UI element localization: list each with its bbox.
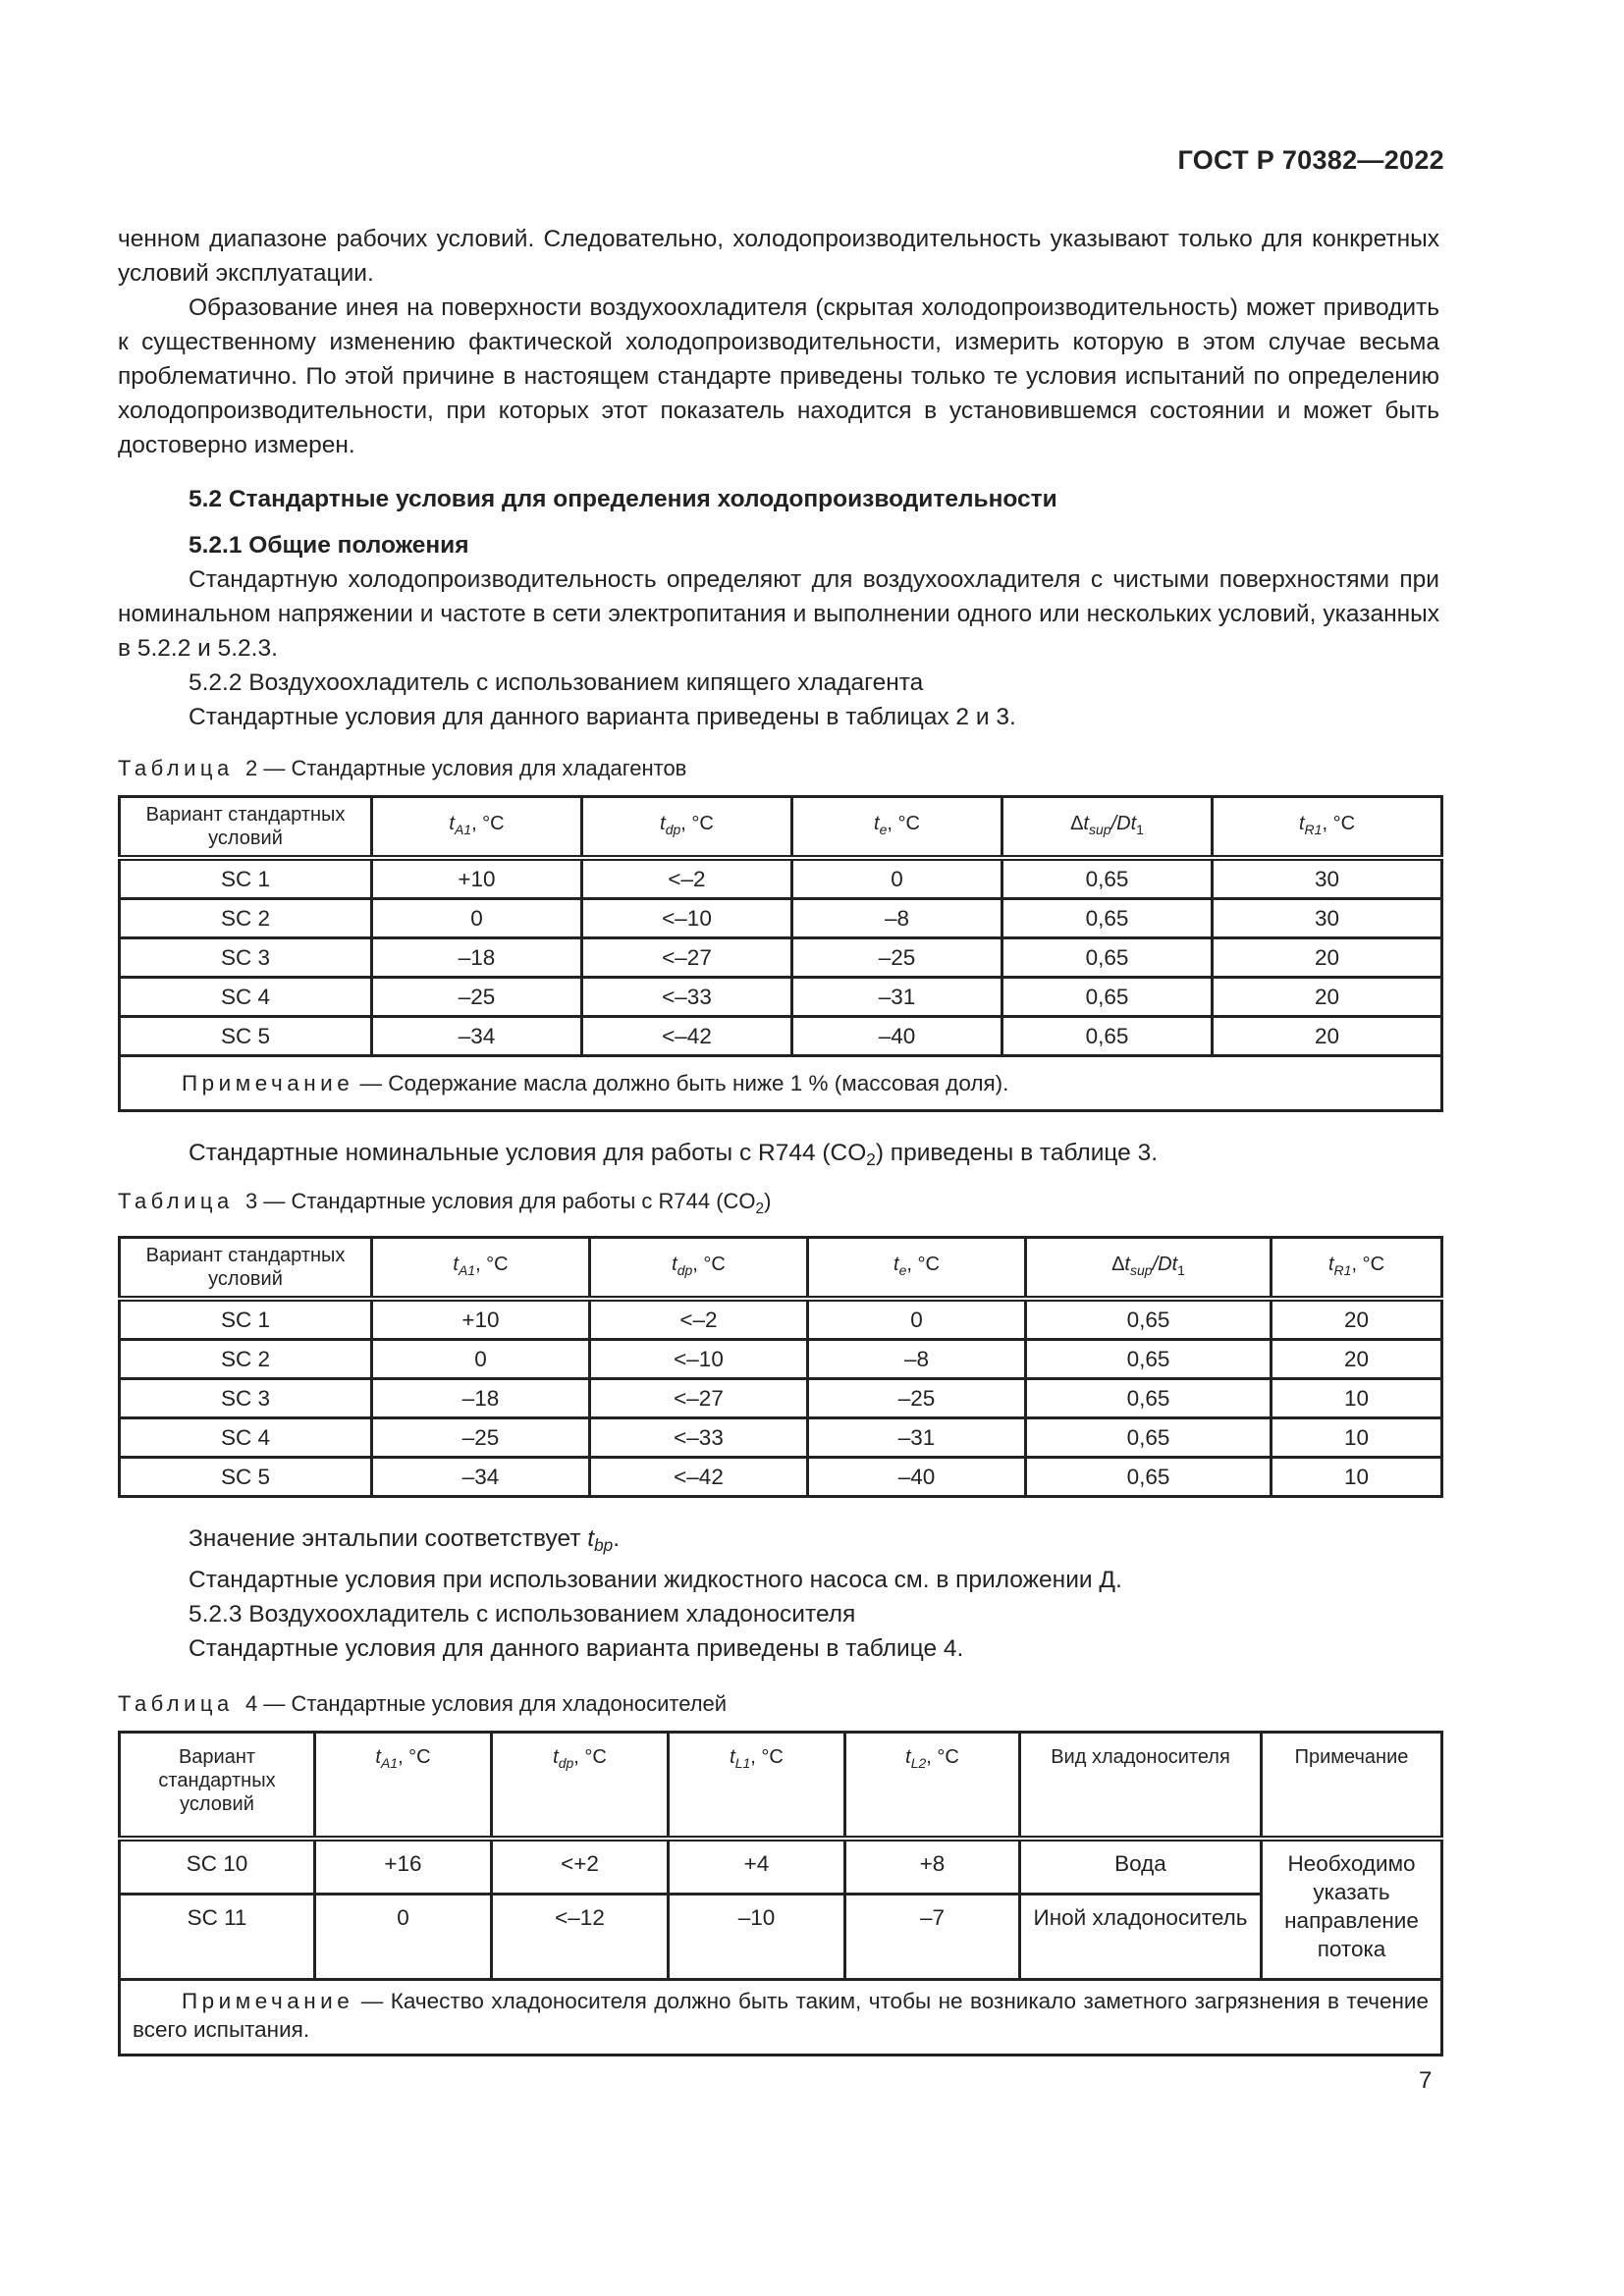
cell-ta1: +16 <box>315 1839 492 1895</box>
header-coolant-type: Вид хладоносителя <box>1020 1733 1262 1840</box>
document-header-id: ГОСТ Р 70382—2022 <box>1177 145 1444 175</box>
caption-label: Таблица <box>118 756 234 780</box>
header-variant: Вариант стандартных условий <box>120 1238 372 1300</box>
section-heading-5-2-3: 5.2.3 Воздухоохладитель с использованием хладоносителя <box>189 1601 856 1628</box>
header-te: $t_e$, °C <box>792 797 1002 859</box>
table-row <box>120 1895 1442 1980</box>
cell-coolant-type: Вода <box>1020 1839 1262 1895</box>
header-tdp: $t_{dp}$, °C <box>492 1733 669 1840</box>
cell-te: –8 <box>792 899 1002 938</box>
header-variant: Вариант стандартных условий <box>120 797 372 859</box>
cell-dtsup: 0,65 <box>1026 1299 1272 1340</box>
table-row <box>120 1458 1442 1497</box>
cell-dtsup: 0,65 <box>1002 858 1213 899</box>
header-dtsup: $\Delta t_{sup}/Dt_1$ <box>1002 797 1213 859</box>
table-row <box>120 1299 1442 1340</box>
cell-tdp: <–2 <box>582 858 792 899</box>
paragraph-standard-capacity: Стандартную холодопроизводительность определяют для воздухоохладителя с чистыми поверхностями при номинальном напряжении и частоте в сети электропитания и выполнении одного или нескольких условий, указанных в 5.2.2 и 5.2.3. <box>118 566 1439 662</box>
table-row <box>120 1379 1442 1418</box>
header-variant: Вариант стандартных условий <box>120 1733 315 1840</box>
cell-tdp: <–33 <box>590 1418 808 1458</box>
cell-tr1: 20 <box>1272 1299 1442 1340</box>
cell-remark-merged: Необходимо указать направление потока <box>1262 1839 1442 1980</box>
cell-variant: SC 3 <box>120 938 372 978</box>
cell-ta1: –18 <box>372 1379 590 1418</box>
note-text: — Качество хладоносителя должно быть таким, чтобы не возникало заметного загрязнения в течение всего испытания. <box>133 1989 1429 2042</box>
cell-tr1: 10 <box>1272 1458 1442 1497</box>
cell-variant: SC 4 <box>120 1418 372 1458</box>
header-tr1: $t_{R1}$, °C <box>1272 1238 1442 1300</box>
table-row <box>120 858 1442 899</box>
cell-te: –40 <box>792 1017 1002 1056</box>
cell-tdp: <–12 <box>492 1895 669 1980</box>
section-heading-5-2-2: 5.2.2 Воздухоохладитель с использованием кипящего хладагента <box>189 669 924 696</box>
cell-variant: SC 4 <box>120 978 372 1017</box>
table-2-note <box>120 1056 1442 1111</box>
table-row <box>120 978 1442 1017</box>
cell-tdp: <–42 <box>590 1458 808 1497</box>
cell-te: –25 <box>808 1379 1026 1418</box>
cell-tl2: +8 <box>845 1839 1020 1895</box>
cell-dtsup: 0,65 <box>1002 1017 1213 1056</box>
cell-te: 0 <box>792 858 1002 899</box>
note-label: Примечание <box>182 1989 354 2013</box>
cell-tr1: 10 <box>1272 1379 1442 1418</box>
paragraph-tables-2-3-ref: Стандартные условия для данного варианта приведены в таблицах 2 и 3. <box>189 704 1016 730</box>
cell-variant: SC 1 <box>120 858 372 899</box>
cell-tr1: 30 <box>1213 858 1442 899</box>
cell-ta1: +10 <box>372 858 582 899</box>
cell-tdp: <–27 <box>582 938 792 978</box>
header-tr1: $t_{R1}$, °C <box>1213 797 1442 859</box>
table-4-note <box>120 1980 1442 2056</box>
table-3-r744 <box>118 1236 1443 1498</box>
caption-text: 2 — Стандартные условия для хладагентов <box>245 756 687 780</box>
cell-tl1: –10 <box>669 1895 845 1980</box>
cell-ta1: –34 <box>372 1458 590 1497</box>
cell-variant: SC 3 <box>120 1379 372 1418</box>
cell-tdp: <–10 <box>582 899 792 938</box>
header-tl1: $t_{L1}$, °C <box>669 1733 845 1840</box>
table-2-caption <box>118 754 1439 783</box>
cell-te: 0 <box>808 1299 1026 1340</box>
header-tl2: $t_{L2}$, °C <box>845 1733 1020 1840</box>
header-te: $t_e$, °C <box>808 1238 1026 1300</box>
cell-tdp: <–33 <box>582 978 792 1017</box>
cell-variant: SC 5 <box>120 1017 372 1056</box>
cell-ta1: –25 <box>372 978 582 1017</box>
cell-tr1: 20 <box>1272 1340 1442 1379</box>
cell-variant: SC 5 <box>120 1458 372 1497</box>
cell-tdp: <–27 <box>590 1379 808 1418</box>
cell-tr1: 20 <box>1213 938 1442 978</box>
cell-tl1: +4 <box>669 1839 845 1895</box>
cell-dtsup: 0,65 <box>1002 899 1213 938</box>
cell-variant: SC 10 <box>120 1839 315 1895</box>
cell-te: –31 <box>808 1418 1026 1458</box>
cell-tdp: <–2 <box>590 1299 808 1340</box>
table-row <box>120 1418 1442 1458</box>
paragraph-r744-ref: Стандартные номинальные условия для работы с R744 $(CO_2)$ приведены в таблице 3. <box>189 1140 1159 1169</box>
cell-dtsup: 0,65 <box>1002 938 1213 978</box>
cell-coolant-type: Иной хладоноситель <box>1020 1895 1262 1980</box>
cell-te: –40 <box>808 1458 1026 1497</box>
table-row <box>120 1839 1442 1895</box>
header-tdp: $t_{dp}$, °C <box>590 1238 808 1300</box>
table-note-row <box>120 1056 1442 1111</box>
caption-text: 4 — Стандартные условия для хладоносителей <box>245 1691 728 1716</box>
cell-dtsup: 0,65 <box>1026 1458 1272 1497</box>
table-row <box>120 1340 1442 1379</box>
table-header-row <box>120 1238 1442 1300</box>
table-2-refrigerants <box>118 795 1443 1112</box>
page-body <box>118 222 1439 2056</box>
cell-ta1: 0 <box>372 1340 590 1379</box>
cell-ta1: +10 <box>372 1299 590 1340</box>
caption-label: Таблица <box>118 1189 234 1213</box>
cell-tr1: 30 <box>1213 899 1442 938</box>
paragraph-frost: Образование инея на поверхности воздухоохладителя (скрытая холодопроизводительность) может приводить к существенному изменению фактической холодопроизводительности, измерить которую в этом случае весьма проблематично. По этой причине в настоящем стандарте приведены только те условия испытаний по определению холодопроизводительности, при которых этот показатель находится в установившемся состоянии и может быть достоверно измерен. <box>118 294 1439 458</box>
table-4-caption <box>118 1689 1439 1719</box>
cell-ta1: –18 <box>372 938 582 978</box>
table-row <box>120 1017 1442 1056</box>
cell-te: –25 <box>792 938 1002 978</box>
table-header-row <box>120 1733 1442 1840</box>
header-dtsup: $\Delta t_{sup}/Dt_1$ <box>1026 1238 1272 1300</box>
table-row <box>120 899 1442 938</box>
table-note-row <box>120 1980 1442 2056</box>
cell-tdp: <–42 <box>582 1017 792 1056</box>
cell-tr1: 20 <box>1213 978 1442 1017</box>
cell-dtsup: 0,65 <box>1026 1418 1272 1458</box>
cell-dtsup: 0,65 <box>1026 1379 1272 1418</box>
header-remark: Примечание <box>1262 1733 1442 1840</box>
cell-te: –31 <box>792 978 1002 1017</box>
header-ta1: $t_{A1}$, °C <box>315 1733 492 1840</box>
paragraph-continued: ченном диапазоне рабочих условий. Следовательно, холодопроизводительность указывают только для конкретных условий эксплуатации. <box>118 226 1439 287</box>
cell-dtsup: 0,65 <box>1026 1340 1272 1379</box>
cell-variant: SC 1 <box>120 1299 372 1340</box>
header-tdp: $t_{dp}$, °C <box>582 797 792 859</box>
cell-tdp: <+2 <box>492 1839 669 1895</box>
cell-ta1: 0 <box>315 1895 492 1980</box>
table-header-row <box>120 797 1442 859</box>
cell-ta1: 0 <box>372 899 582 938</box>
cell-tl2: –7 <box>845 1895 1020 1980</box>
cell-tr1: 10 <box>1272 1418 1442 1458</box>
cell-ta1: –25 <box>372 1418 590 1458</box>
header-ta1: $t_{A1}$, °C <box>372 797 582 859</box>
table-4-coolants <box>118 1731 1443 2056</box>
paragraph-table-4-ref: Стандартные условия для данного варианта приведены в таблице 4. <box>189 1635 964 1662</box>
cell-dtsup: 0,65 <box>1002 978 1213 1017</box>
note-label: Примечание <box>182 1070 354 1095</box>
cell-ta1: –34 <box>372 1017 582 1056</box>
note-text: — Содержание масла должно быть ниже 1 % (массовая доля). <box>353 1070 1009 1095</box>
cell-variant: SC 2 <box>120 899 372 938</box>
paragraph-liquid-pump: Стандартные условия при использовании жидкостного насоса см. в приложении Д. <box>189 1567 1122 1593</box>
cell-variant: SC 11 <box>120 1895 315 1980</box>
paragraph-enthalpy: Значение энтальпии соответствует $t_{bp}$. <box>189 1525 620 1555</box>
cell-tdp: <–10 <box>590 1340 808 1379</box>
table-3-caption: Таблица 3 — Стандартные условия для работы с R744 $(CO_2)$ <box>118 1189 772 1217</box>
table-row <box>120 938 1442 978</box>
cell-te: –8 <box>808 1340 1026 1379</box>
section-heading-5-2: 5.2 Стандартные условия для определения холодопроизводительности <box>189 486 1057 512</box>
header-ta1: $t_{A1}$, °C <box>372 1238 590 1300</box>
cell-variant: SC 2 <box>120 1340 372 1379</box>
section-heading-5-2-1: 5.2.1 Общие положения <box>189 532 469 559</box>
caption-label: Таблица <box>118 1691 234 1716</box>
page-number: 7 <box>1419 2067 1433 2094</box>
cell-tr1: 20 <box>1213 1017 1442 1056</box>
